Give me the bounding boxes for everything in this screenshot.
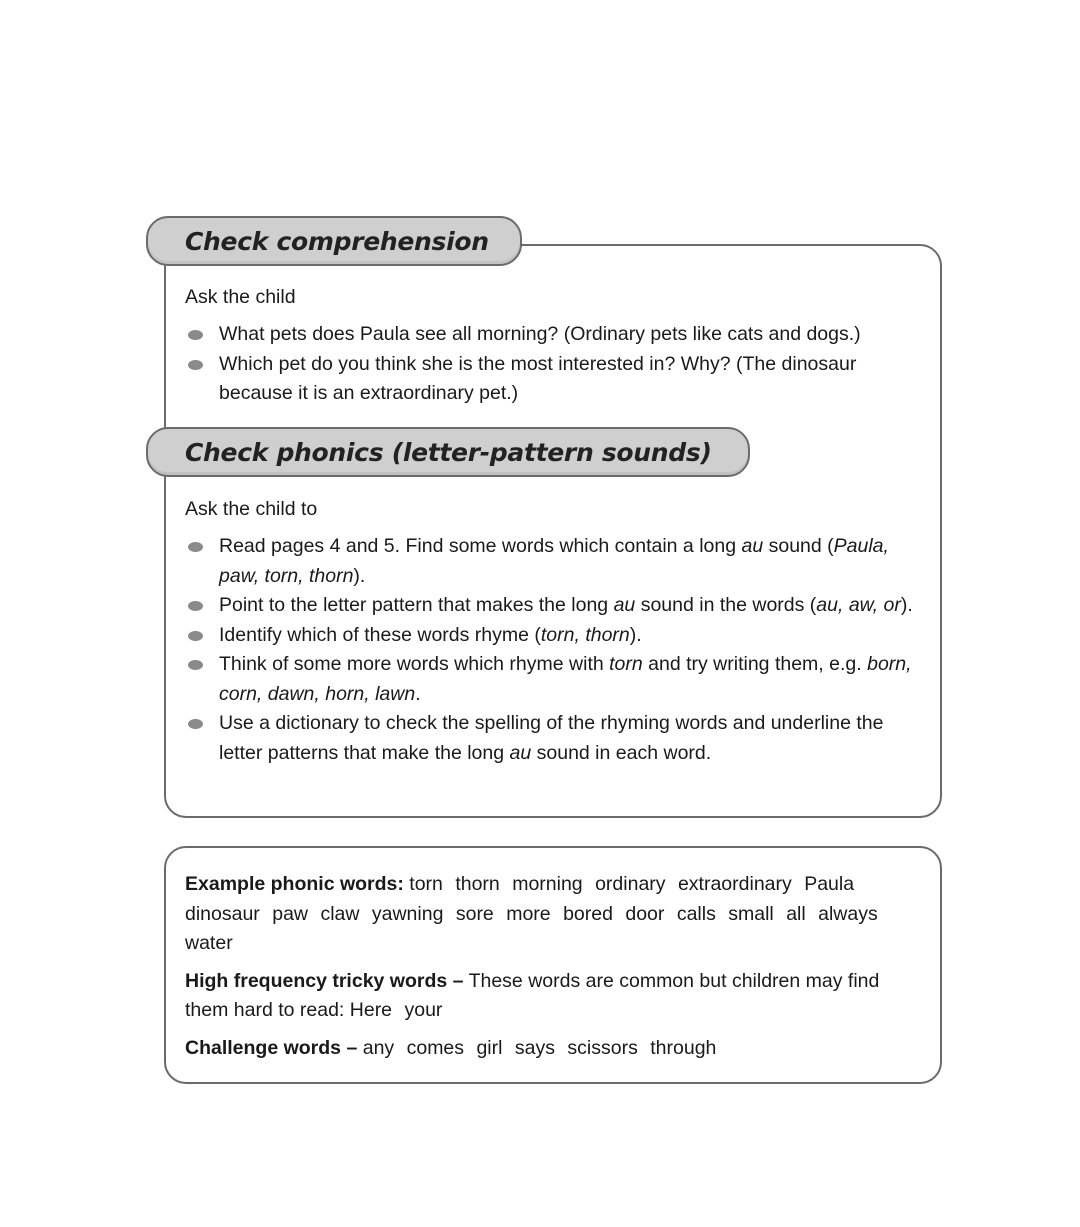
word: scissors bbox=[567, 1036, 638, 1059]
comprehension-list bbox=[185, 320, 915, 409]
word: says bbox=[514, 1036, 555, 1059]
word: through bbox=[650, 1036, 717, 1059]
bullet-icon bbox=[188, 660, 203, 670]
word: extraordinary bbox=[677, 873, 792, 895]
word: Paula bbox=[804, 873, 855, 895]
list-item: Read pages 4 and 5. Find some words which contain a long au sound (Paula, paw, torn, thorn). bbox=[185, 532, 915, 591]
word: water bbox=[185, 932, 233, 954]
challenge-words bbox=[363, 1037, 724, 1059]
word: all bbox=[786, 902, 806, 925]
word: torn bbox=[409, 873, 443, 895]
comprehension-intro: Ask the child bbox=[185, 286, 296, 308]
comprehension-heading-text: Check comprehension bbox=[185, 226, 489, 256]
words-panel bbox=[164, 846, 942, 1084]
bullet-icon bbox=[188, 360, 203, 370]
tricky-words-paragraph: High frequency tricky words – These words are common but children may find them hard to read: Here your bbox=[185, 969, 880, 1021]
phonics-intro: Ask the child to bbox=[185, 498, 318, 520]
challenge-words-paragraph: Challenge words – any comes girl says scissors through bbox=[185, 1034, 915, 1064]
bullet-icon bbox=[188, 542, 203, 552]
phonics-list bbox=[185, 532, 915, 768]
tricky-words bbox=[350, 999, 450, 1021]
list-item: Point to the letter pattern that makes the long au sound in the words (au, aw, or). bbox=[185, 591, 915, 621]
word: always bbox=[818, 902, 878, 925]
bullet-icon bbox=[188, 601, 203, 611]
word: yawning bbox=[371, 902, 444, 925]
word: bored bbox=[563, 902, 613, 925]
example-words-paragraph: Example phonic words: torn thorn morning ordinary extraordinary Paula dinosaur paw claw yawning sore more bored door calls small all always water bbox=[185, 870, 915, 959]
word: ordinary bbox=[595, 873, 666, 895]
list-item: Identify which of these words rhyme (torn, thorn). bbox=[185, 621, 915, 651]
word: sore bbox=[455, 902, 494, 925]
word: Here bbox=[349, 999, 393, 1021]
word: calls bbox=[676, 902, 716, 925]
word: comes bbox=[406, 1036, 465, 1059]
phonics-heading bbox=[146, 427, 750, 477]
word: thorn bbox=[455, 873, 500, 895]
word: claw bbox=[320, 902, 360, 925]
list-item: Use a dictionary to check the spelling of the rhyming words and underline the letter patterns that make the long au sound in each word. bbox=[185, 709, 915, 768]
list-item: Think of some more words which rhyme with torn and try writing them, e.g. born, corn, dawn, horn, lawn. bbox=[185, 650, 915, 709]
bullet-icon bbox=[188, 719, 203, 729]
word: door bbox=[625, 902, 665, 925]
word: girl bbox=[476, 1036, 503, 1059]
word: paw bbox=[272, 902, 309, 925]
list-item: Which pet do you think she is the most interested in? Why? (The dinosaur because it is an extraordinary pet.) bbox=[185, 350, 915, 409]
word: morning bbox=[512, 873, 583, 895]
bullet-icon bbox=[188, 631, 203, 641]
word: dinosaur bbox=[185, 902, 260, 925]
word: small bbox=[728, 902, 774, 925]
comprehension-heading bbox=[146, 216, 522, 266]
bullet-icon bbox=[188, 330, 203, 340]
word: your bbox=[404, 999, 443, 1021]
word: any bbox=[362, 1036, 395, 1059]
list-item: What pets does Paula see all morning? (Ordinary pets like cats and dogs.) bbox=[185, 320, 915, 350]
phonics-heading-text: Check phonics (letter-pattern sounds) bbox=[185, 437, 712, 467]
word: more bbox=[506, 902, 551, 925]
